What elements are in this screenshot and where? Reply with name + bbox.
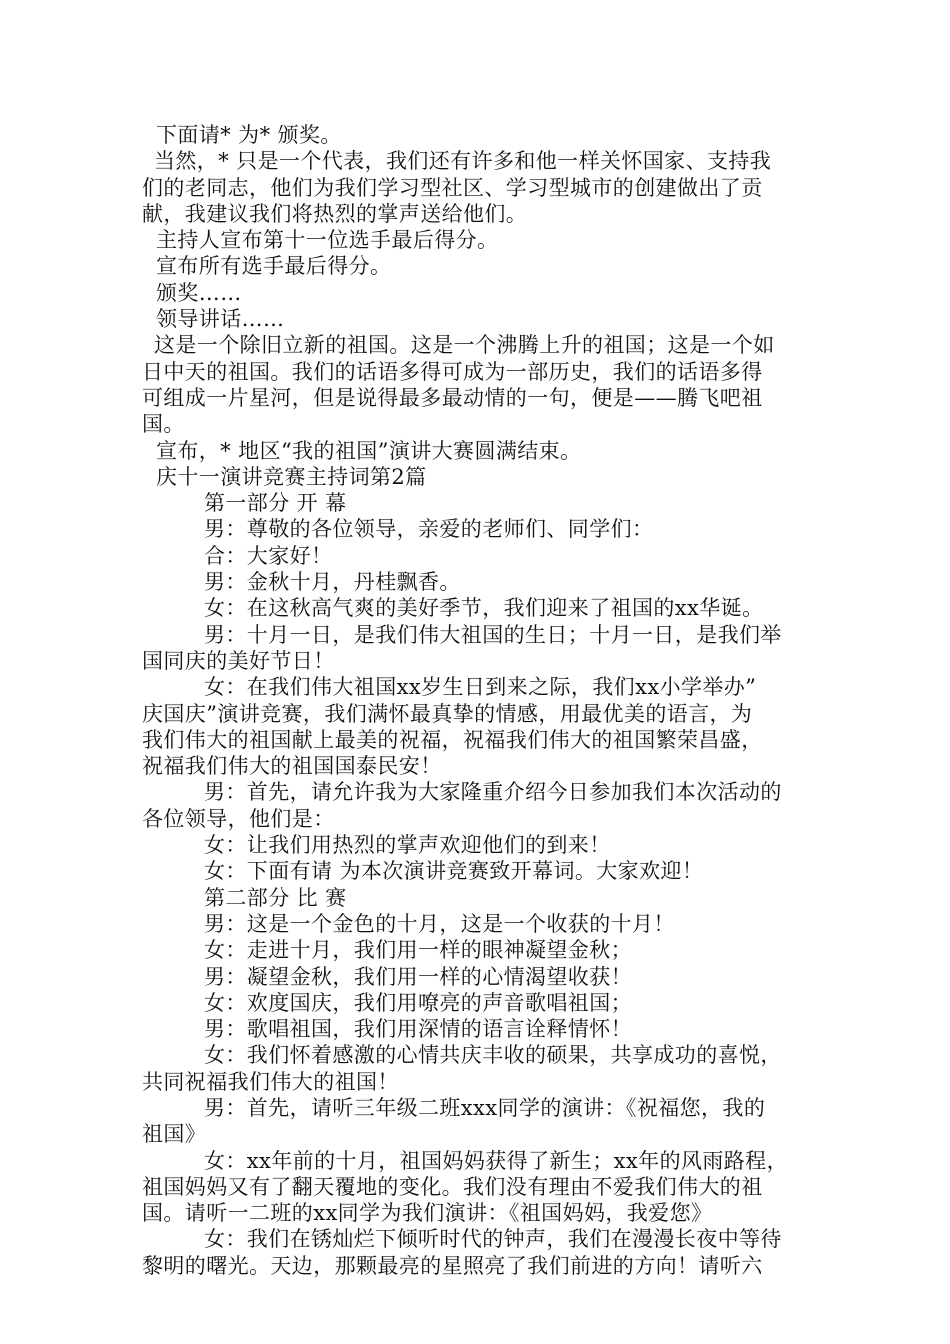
text-line: 女：欢度国庆，我们用嘹亮的声音歌唱祖国； xyxy=(204,990,632,1015)
text-line: 宣布所有选手最后得分。 xyxy=(156,254,392,279)
text-line: 男：十月一日，是我们伟大祖国的生日；十月一日，是我们举 xyxy=(204,622,782,647)
text-line: 庆十一演讲竞赛主持词第2篇 xyxy=(156,464,427,489)
text-line: 祖国》 xyxy=(142,1122,207,1147)
text-line: 当然，* 只是一个代表，我们还有许多和他一样关怀国家、支持我 xyxy=(154,149,772,174)
text-line: 女：xx年前的十月，祖国妈妈获得了新生；xx年的风雨路程， xyxy=(204,1148,788,1173)
text-line: 女：在这秋高气爽的美好季节，我们迎来了祖国的xx华诞。 xyxy=(204,596,764,621)
text-line: 女：我们在锈灿烂下倾听时代的钟声，我们在漫漫长夜中等待 xyxy=(204,1227,782,1252)
text-line: 下面请* 为* 颁奖。 xyxy=(156,123,342,147)
text-line: 宣布，* 地区“我的祖国”演讲大赛圆满结束。 xyxy=(156,438,582,463)
text-line: 男：首先，请听三年级二班xxx同学的演讲：《祝福您，我的 xyxy=(204,1095,766,1120)
text-line: 主持人宣布第十一位选手最后得分。 xyxy=(156,228,499,253)
text-line: 合：大家好！ xyxy=(204,543,333,568)
text-line: 国。 xyxy=(142,412,185,437)
text-line: 黎明的曙光。天边，那颗最亮的星照亮了我们前进的方向！请听六 xyxy=(142,1253,763,1278)
text-line: 日中天的祖国。我们的话语多得可成为一部历史，我们的话语多得 xyxy=(142,359,763,384)
text-line: 祖国妈妈又有了翻天覆地的变化。我们没有理由不爱我们伟大的祖 xyxy=(142,1174,763,1199)
text-line: 共同祝福我们伟大的祖国！ xyxy=(142,1069,399,1094)
document-body xyxy=(142,122,810,1279)
text-line: 们的老同志，他们为我们学习型社区、学习型城市的创建做出了贡 xyxy=(142,175,763,200)
text-line: 男：金秋十月，丹桂飘香。 xyxy=(204,570,461,595)
text-line: 女：我们怀着感激的心情共庆丰收的硕果，共享成功的喜悦， xyxy=(204,1043,782,1068)
text-line: 男：凝望金秋，我们用一样的心情渴望收获！ xyxy=(204,964,632,989)
text-line: 国同庆的美好节日！ xyxy=(142,648,335,673)
text-line: 可组成一片星河，但是说得最多最动情的一句，便是——腾飞吧祖 xyxy=(142,385,763,410)
text-line: 第二部分 比 赛 xyxy=(204,885,347,910)
text-line: 献，我建议我们将热烈的掌声送给他们。 xyxy=(142,201,528,226)
text-line: 这是一个除旧立新的祖国。这是一个沸腾上升的祖国；这是一个如 xyxy=(154,333,775,358)
text-line: 领导讲话…… xyxy=(156,307,285,332)
text-line: 男：歌唱祖国，我们用深情的语言诠释情怀！ xyxy=(204,1017,632,1042)
text-line: 女：在我们伟大祖国xx岁生日到来之际，我们xx小学举办” xyxy=(204,675,757,700)
text-line: 第一部分 开 幕 xyxy=(204,491,347,516)
text-line: 男：首先，请允许我为大家隆重介绍今日参加我们本次活动的 xyxy=(204,780,782,805)
text-line: 颁奖…… xyxy=(156,280,242,305)
text-line: 女：走进十月，我们用一样的眼神凝望金秋； xyxy=(204,938,632,963)
text-line: 男：这是一个金色的十月，这是一个收获的十月！ xyxy=(204,911,675,936)
text-line: 庆国庆”演讲竞赛，我们满怀最真挚的情感，用最优美的语言，为 xyxy=(142,701,753,726)
text-line: 祝福我们伟大的祖国国泰民安！ xyxy=(142,754,442,779)
text-line: 我们伟大的祖国献上最美的祝福，祝福我们伟大的祖国繁荣昌盛， xyxy=(142,727,763,752)
text-line: 男：尊敬的各位领导，亲爱的老师们、同学们： xyxy=(204,517,654,542)
text-line: 女：让我们用热烈的掌声欢迎他们的到来！ xyxy=(204,833,611,858)
text-line: 各位领导，他们是： xyxy=(142,806,335,831)
text-line: 国。请听一二班的xx同学为我们演讲：《祖国妈妈，我爱您》 xyxy=(142,1201,713,1226)
text-line: 女：下面有请 为本次演讲竞赛致开幕词。大家欢迎！ xyxy=(204,859,704,884)
